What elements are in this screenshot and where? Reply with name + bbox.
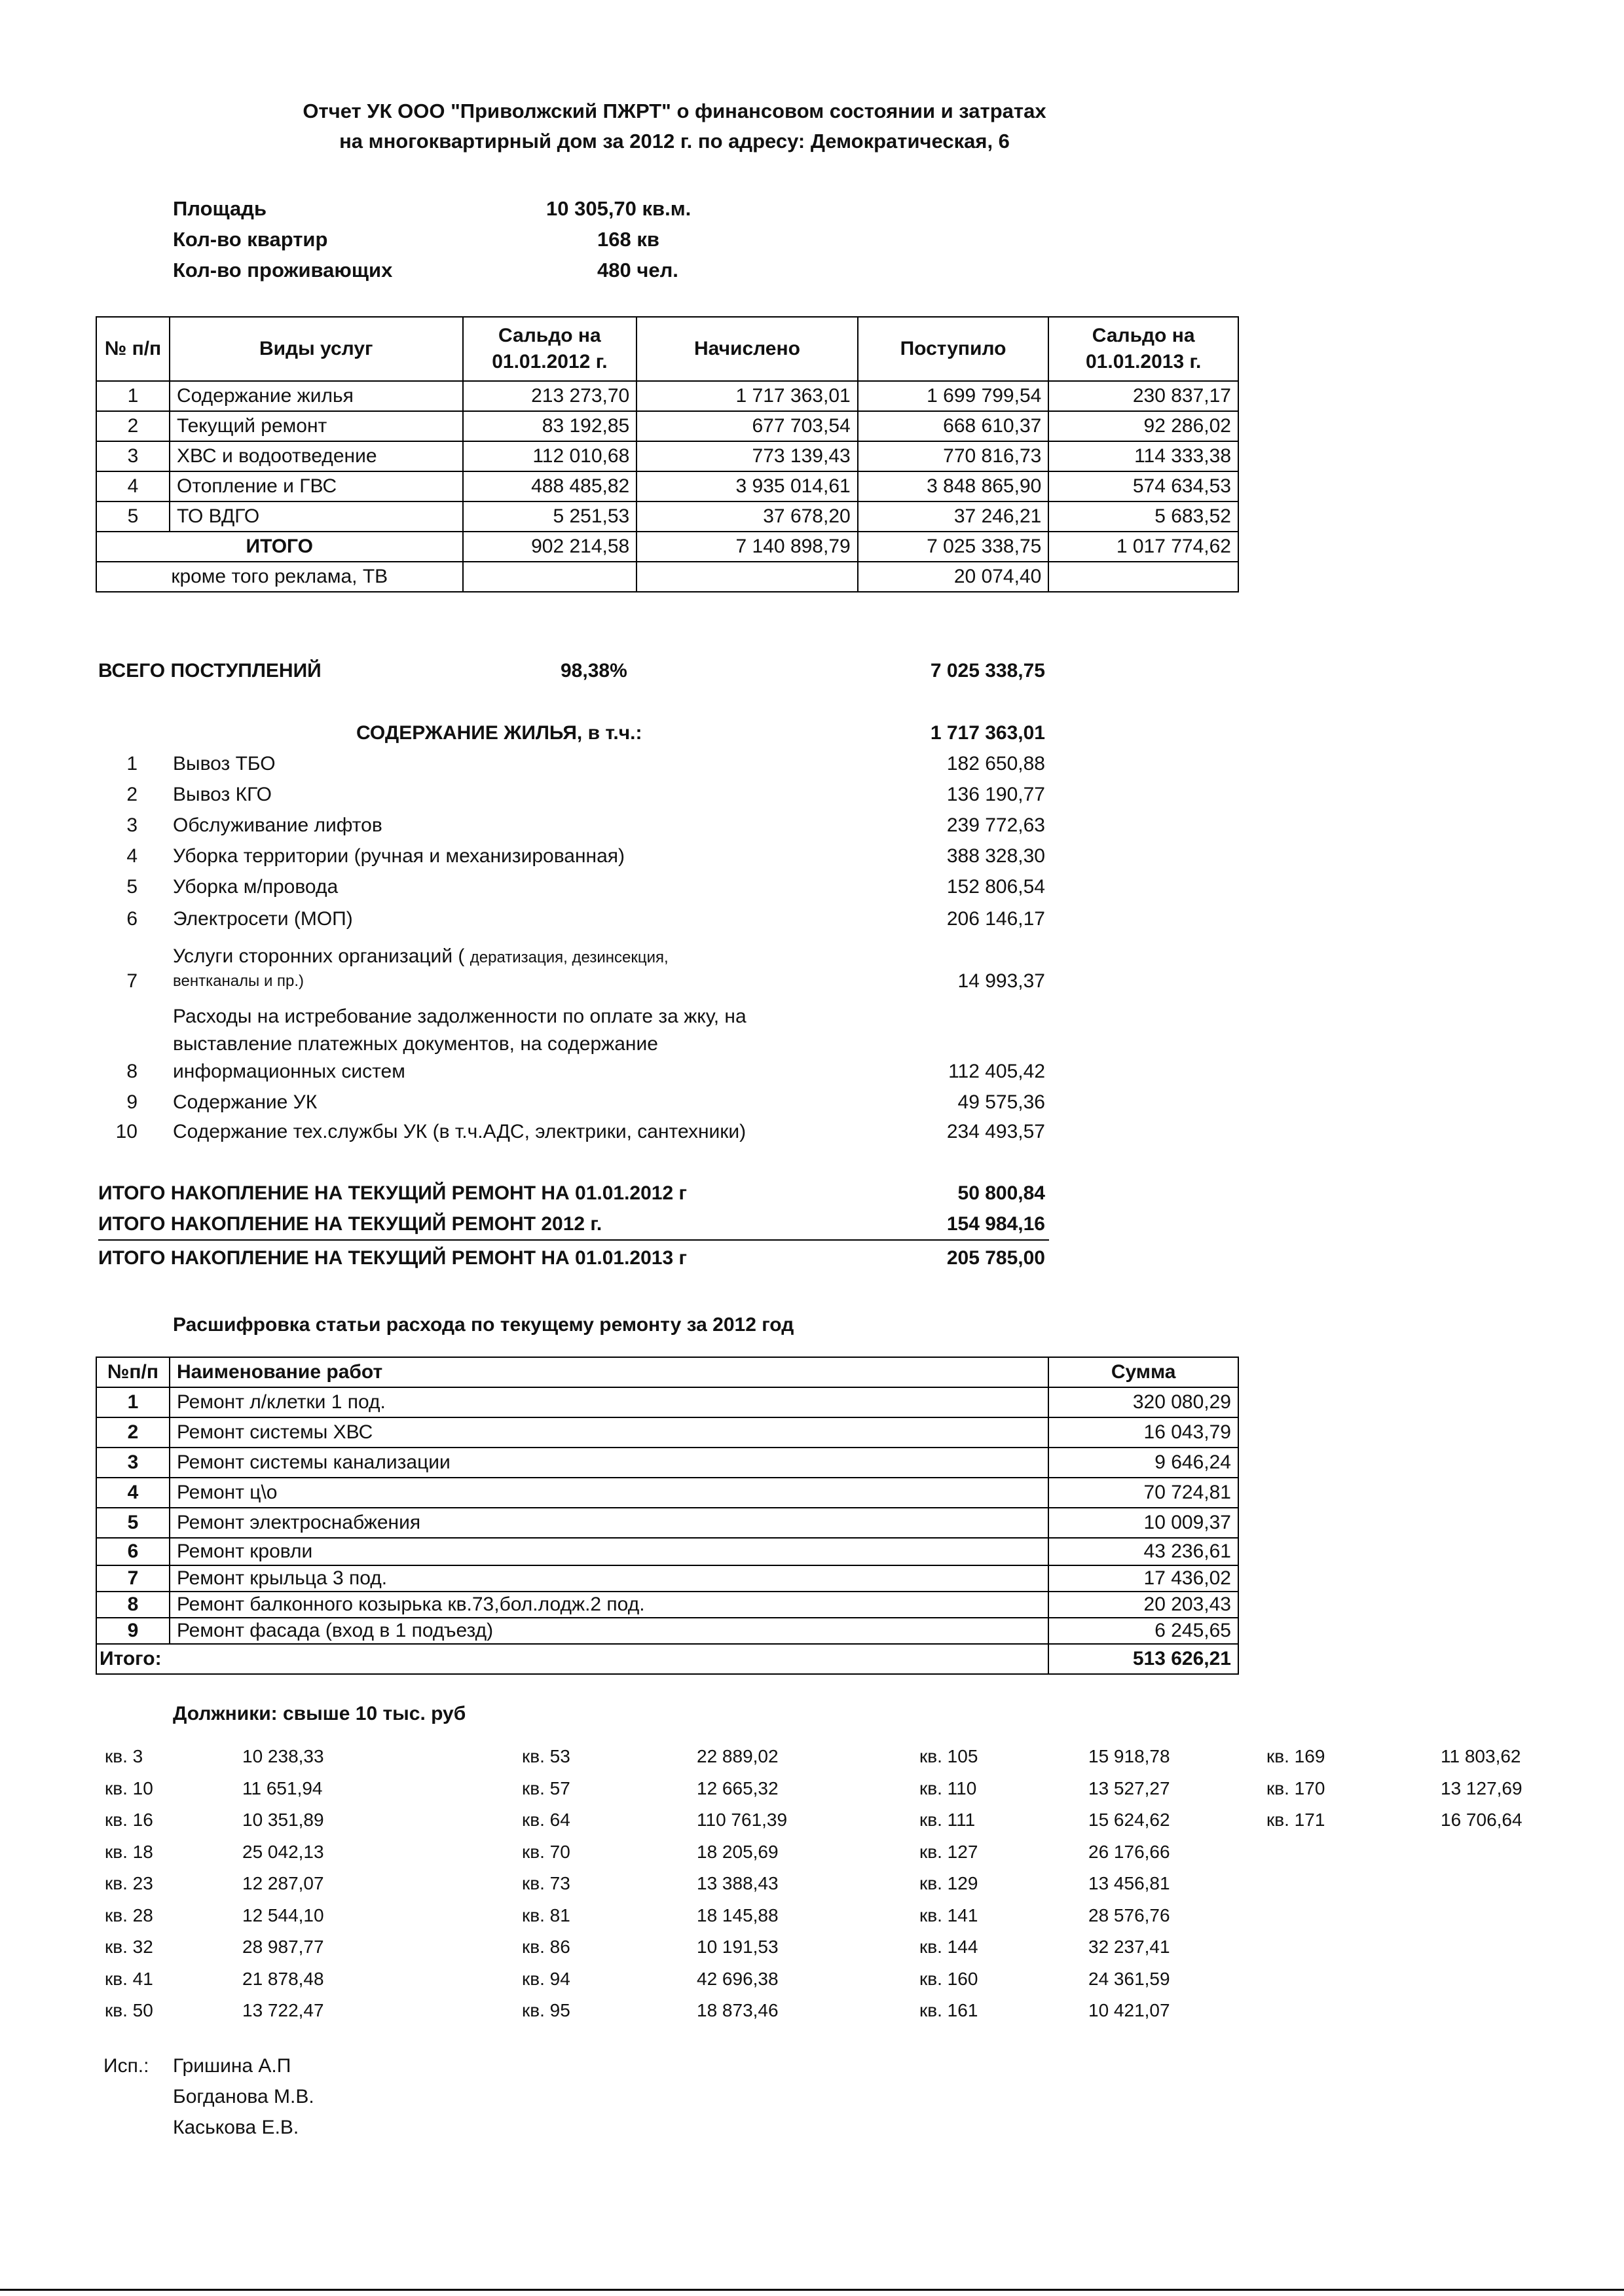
repair-num: 8 bbox=[96, 1592, 170, 1618]
debtor-sum: 28 576,76 bbox=[1088, 1904, 1170, 1925]
total-received: 7 025 338,75 bbox=[858, 532, 1049, 562]
extra-received: 20 074,40 bbox=[858, 562, 1049, 592]
repair-name: Ремонт л/клетки 1 под. bbox=[170, 1387, 1048, 1417]
debtor-apartment: кв. 170 bbox=[1266, 1777, 1325, 1798]
row-charged: 1 717 363,01 bbox=[637, 381, 857, 411]
debtor-sum: 15 918,78 bbox=[1088, 1746, 1170, 1766]
maint-item-value: 112 405,42 bbox=[948, 1061, 1045, 1082]
maint-item-num: 8 bbox=[126, 1061, 138, 1082]
savings-start-label: ИТОГО НАКОПЛЕНИЕ НА ТЕКУЩИЙ РЕМОНТ НА 01.01.2012 г bbox=[98, 1182, 687, 1204]
row-saldo-start: 488 485,82 bbox=[463, 471, 637, 501]
maint-item-text-small-line2: вентканалы и пр.) bbox=[173, 972, 304, 990]
row-received: 770 816,73 bbox=[858, 441, 1049, 471]
debtor-sum: 13 388,43 bbox=[697, 1873, 779, 1893]
row-received: 1 699 799,54 bbox=[858, 381, 1049, 411]
debtor-sum: 18 145,88 bbox=[697, 1904, 779, 1925]
header-saldo-end-line1: Сальдо на bbox=[1092, 325, 1195, 346]
header-service: Виды услуг bbox=[170, 317, 463, 381]
row-service: Отопление и ГВС bbox=[170, 471, 463, 501]
debtor-apartment: кв. 171 bbox=[1266, 1810, 1325, 1830]
debtor-apartment: кв. 86 bbox=[522, 1937, 570, 1957]
repair-name: Ремонт системы канализации bbox=[170, 1448, 1048, 1478]
debtor-apartment: кв. 81 bbox=[522, 1904, 570, 1925]
maint-item-text-main: Услуги сторонних организаций ( bbox=[173, 945, 465, 967]
debtor-sum: 110 761,39 bbox=[697, 1810, 788, 1830]
debtor-apartment: кв. 32 bbox=[105, 1937, 153, 1957]
repair-sum: 16 043,79 bbox=[1048, 1417, 1238, 1448]
row-saldo-end: 114 333,38 bbox=[1048, 441, 1238, 471]
info-residents-value: 480 чел. bbox=[597, 259, 678, 282]
total-received-value: 7 025 338,75 bbox=[930, 660, 1045, 682]
debtor-sum: 11 651,94 bbox=[242, 1777, 323, 1798]
maint-item-text: Содержание УК bbox=[173, 1091, 318, 1113]
row-service: ХВС и водоотведение bbox=[170, 441, 463, 471]
table-row bbox=[96, 1592, 1238, 1618]
debtor-apartment: кв. 23 bbox=[105, 1873, 153, 1893]
debtor-apartment: кв. 127 bbox=[919, 1841, 978, 1862]
debtor-apartment: кв. 95 bbox=[522, 2000, 570, 2020]
debtor-apartment: кв. 50 bbox=[105, 2000, 153, 2020]
debtor-apartment: кв. 64 bbox=[522, 1810, 570, 1830]
repair-num: 2 bbox=[96, 1417, 170, 1448]
services-extra-row bbox=[96, 562, 1238, 592]
info-apartments-label: Кол-во квартир bbox=[173, 228, 328, 251]
debtor-apartment: кв. 111 bbox=[919, 1810, 976, 1830]
maint-item-value: 206 146,17 bbox=[946, 908, 1045, 930]
services-header-row bbox=[96, 317, 1238, 381]
maint-item-text: Уборка территории (ручная и механизированная) bbox=[173, 845, 625, 867]
row-saldo-start: 83 192,85 bbox=[463, 411, 637, 441]
maint-item-num: 5 bbox=[126, 876, 138, 898]
debtor-sum: 13 722,47 bbox=[242, 2000, 324, 2020]
table-row bbox=[96, 1387, 1238, 1417]
row-num: 2 bbox=[96, 411, 170, 441]
repair-name: Ремонт кровли bbox=[170, 1538, 1048, 1565]
row-charged: 3 935 014,61 bbox=[637, 471, 857, 501]
repair-sum: 320 080,29 bbox=[1048, 1387, 1238, 1417]
debtor-apartment: кв. 28 bbox=[105, 1904, 153, 1925]
debtor-apartment: кв. 57 bbox=[522, 1777, 570, 1798]
row-saldo-end: 5 683,52 bbox=[1048, 501, 1238, 532]
repair-sum: 9 646,24 bbox=[1048, 1448, 1238, 1478]
row-saldo-end: 574 634,53 bbox=[1048, 471, 1238, 501]
header-saldo-start-line1: Сальдо на bbox=[498, 325, 601, 346]
row-saldo-end: 92 286,02 bbox=[1048, 411, 1238, 441]
repair-num: 6 bbox=[96, 1538, 170, 1565]
table-row bbox=[96, 1478, 1238, 1508]
header-saldo-end bbox=[1048, 317, 1238, 381]
maint-item-value: 388 328,30 bbox=[946, 845, 1045, 867]
header-saldo-start bbox=[463, 317, 637, 381]
total-charged: 7 140 898,79 bbox=[637, 532, 857, 562]
maint-item-value: 49 575,36 bbox=[957, 1091, 1045, 1113]
debtor-apartment: кв. 161 bbox=[919, 2000, 978, 2020]
debtor-sum: 16 706,64 bbox=[1441, 1810, 1522, 1830]
repair-header-sum: Сумма bbox=[1048, 1357, 1238, 1387]
debtor-sum: 12 287,07 bbox=[242, 1873, 324, 1893]
repair-table bbox=[96, 1357, 1239, 1675]
debtor-sum: 26 176,66 bbox=[1088, 1841, 1170, 1862]
maint-item-text: Обслуживание лифтов bbox=[173, 814, 382, 836]
debtor-apartment: кв. 94 bbox=[522, 1968, 570, 1989]
row-num: 3 bbox=[96, 441, 170, 471]
report-title-line1: Отчет УК ООО "Приволжский ПЖРТ" о финансовом состоянии и затратах bbox=[303, 100, 1046, 122]
maint-item-value: 14 993,37 bbox=[957, 970, 1045, 992]
report-title-line2: на многоквартирный дом за 2012 г. по адресу: Демократическая, 6 bbox=[339, 130, 1010, 153]
maint-item-text-line1: Расходы на истребование задолженности по оплате за жку, на bbox=[173, 1006, 747, 1027]
repair-name: Ремонт фасада (вход в 1 подъезд) bbox=[170, 1618, 1048, 1644]
row-num: 1 bbox=[96, 381, 170, 411]
repair-num: 7 bbox=[96, 1565, 170, 1592]
debtor-sum: 12 665,32 bbox=[697, 1777, 779, 1798]
maint-item-value: 239 772,63 bbox=[946, 814, 1045, 836]
repair-num: 5 bbox=[96, 1508, 170, 1538]
debtor-apartment: кв. 105 bbox=[919, 1746, 978, 1766]
row-received: 37 246,21 bbox=[858, 501, 1049, 532]
header-saldo-end-line2: 01.01.2013 г. bbox=[1086, 351, 1202, 373]
debtor-sum: 18 205,69 bbox=[697, 1841, 779, 1862]
header-charged: Начислено bbox=[637, 317, 857, 381]
table-row bbox=[96, 1565, 1238, 1592]
repair-num: 9 bbox=[96, 1618, 170, 1644]
info-area-value: 10 305,70 кв.м. bbox=[546, 197, 692, 220]
total-saldo-start: 902 214,58 bbox=[463, 532, 637, 562]
repair-sum: 70 724,81 bbox=[1048, 1478, 1238, 1508]
debtor-sum: 12 544,10 bbox=[242, 1904, 324, 1925]
debtor-sum: 11 803,62 bbox=[1441, 1746, 1521, 1766]
savings-divider bbox=[98, 1239, 1049, 1241]
table-row bbox=[96, 1508, 1238, 1538]
debtor-apartment: кв. 144 bbox=[919, 1937, 978, 1957]
repair-name: Ремонт крыльца 3 под. bbox=[170, 1565, 1048, 1592]
executors-label: Исп.: bbox=[103, 2055, 149, 2077]
table-row bbox=[96, 501, 1238, 532]
row-received: 3 848 865,90 bbox=[858, 471, 1049, 501]
header-saldo-start-line2: 01.01.2012 г. bbox=[492, 351, 608, 373]
maint-item-num: 1 bbox=[126, 753, 138, 774]
maintenance-total: 1 717 363,01 bbox=[930, 722, 1045, 744]
debtor-sum: 21 878,48 bbox=[242, 1968, 324, 1989]
services-total-row bbox=[96, 532, 1238, 562]
maint-item-text: Вывоз КГО bbox=[173, 784, 272, 805]
total-received-label: ВСЕГО ПОСТУПЛЕНИЙ bbox=[98, 660, 322, 682]
debtor-sum: 28 987,77 bbox=[242, 1937, 324, 1957]
maint-item-num: 3 bbox=[126, 814, 138, 836]
table-row bbox=[96, 1538, 1238, 1565]
savings-end-label: ИТОГО НАКОПЛЕНИЕ НА ТЕКУЩИЙ РЕМОНТ НА 01.01.2013 г bbox=[98, 1247, 687, 1269]
repair-header-row bbox=[96, 1357, 1238, 1387]
table-row bbox=[96, 381, 1238, 411]
debtor-sum: 10 191,53 bbox=[697, 1937, 779, 1957]
repair-sum: 6 245,65 bbox=[1048, 1618, 1238, 1644]
repair-name: Ремонт балконного козырька кв.73,бол.лодж.2 под. bbox=[170, 1592, 1048, 1618]
savings-end-value: 205 785,00 bbox=[946, 1247, 1045, 1269]
row-saldo-start: 213 273,70 bbox=[463, 381, 637, 411]
repair-header-num: №п/п bbox=[96, 1357, 170, 1387]
maint-item-value: 234 493,57 bbox=[946, 1121, 1045, 1142]
repair-name: Ремонт электроснабжения bbox=[170, 1508, 1048, 1538]
repair-sum: 20 203,43 bbox=[1048, 1592, 1238, 1618]
debtor-sum: 13 527,27 bbox=[1088, 1777, 1170, 1798]
maint-item-num: 4 bbox=[126, 845, 138, 867]
table-row bbox=[96, 1618, 1238, 1644]
maint-item-num: 10 bbox=[115, 1121, 138, 1142]
debtor-apartment: кв. 169 bbox=[1266, 1746, 1325, 1766]
maint-item-text: Содержание тех.службы УК (в т.ч.АДС, электрики, сантехники) bbox=[173, 1121, 747, 1142]
header-num: № п/п bbox=[96, 317, 170, 381]
maint-item-value: 182 650,88 bbox=[946, 753, 1045, 774]
debtor-apartment: кв. 129 bbox=[919, 1873, 978, 1893]
debtor-sum: 15 624,62 bbox=[1088, 1810, 1170, 1830]
debtor-sum: 10 351,89 bbox=[242, 1810, 324, 1830]
savings-year-label: ИТОГО НАКОПЛЕНИЕ НА ТЕКУЩИЙ РЕМОНТ 2012 г. bbox=[98, 1213, 602, 1235]
info-residents-label: Кол-во проживающих bbox=[173, 259, 393, 282]
row-saldo-start: 5 251,53 bbox=[463, 501, 637, 532]
maint-item-num: 6 bbox=[126, 908, 138, 930]
debtor-apartment: кв. 53 bbox=[522, 1746, 570, 1766]
debtor-apartment: кв. 41 bbox=[105, 1968, 153, 1989]
savings-year-value: 154 984,16 bbox=[946, 1213, 1045, 1235]
maint-item-value: 136 190,77 bbox=[946, 784, 1045, 805]
maint-item-text: Вывоз ТБО bbox=[173, 753, 276, 774]
total-label: ИТОГО bbox=[96, 532, 463, 562]
repair-sum: 17 436,02 bbox=[1048, 1565, 1238, 1592]
maint-item-text-small: дератизация, дезинсекция, bbox=[470, 949, 669, 966]
table-row bbox=[96, 1448, 1238, 1478]
maint-item-num: 2 bbox=[126, 784, 138, 805]
repair-total-sum: 513 626,21 bbox=[1048, 1644, 1238, 1674]
debtor-apartment: кв. 70 bbox=[522, 1841, 570, 1862]
row-saldo-start: 112 010,68 bbox=[463, 441, 637, 471]
repair-num: 3 bbox=[96, 1448, 170, 1478]
table-row bbox=[96, 1417, 1238, 1448]
repair-sum: 10 009,37 bbox=[1048, 1508, 1238, 1538]
repair-sum: 43 236,61 bbox=[1048, 1538, 1238, 1565]
debtor-sum: 25 042,13 bbox=[242, 1841, 324, 1862]
repair-total-label: Итого: bbox=[96, 1644, 1048, 1674]
table-row bbox=[96, 441, 1238, 471]
extra-label: кроме того реклама, ТВ bbox=[96, 562, 463, 592]
debtor-apartment: кв. 18 bbox=[105, 1841, 153, 1862]
repair-num: 1 bbox=[96, 1387, 170, 1417]
repair-heading: Расшифровка статьи расхода по текущему ремонту за 2012 год bbox=[173, 1314, 794, 1336]
row-received: 668 610,37 bbox=[858, 411, 1049, 441]
total-received-percent: 98,38% bbox=[561, 660, 627, 682]
maint-item-text-line3: информационных систем bbox=[173, 1061, 405, 1082]
info-apartments-value: 168 кв bbox=[597, 228, 659, 251]
maintenance-heading: СОДЕРЖАНИЕ ЖИЛЬЯ, в т.ч.: bbox=[356, 722, 642, 744]
debtor-sum: 42 696,38 bbox=[697, 1968, 779, 1989]
table-row bbox=[96, 471, 1238, 501]
repair-name: Ремонт ц\о bbox=[170, 1478, 1048, 1508]
header-received: Поступило bbox=[858, 317, 1049, 381]
debtor-apartment: кв. 73 bbox=[522, 1873, 570, 1893]
executor-name: Каськова Е.В. bbox=[173, 2117, 299, 2138]
repair-num: 4 bbox=[96, 1478, 170, 1508]
page-bottom-rule bbox=[0, 2289, 1624, 2291]
debtor-apartment: кв. 110 bbox=[919, 1777, 977, 1798]
debtor-sum: 18 873,46 bbox=[697, 2000, 779, 2020]
executor-name: Богданова М.В. bbox=[173, 2086, 314, 2107]
debtor-sum: 10 421,07 bbox=[1088, 2000, 1170, 2020]
debtor-sum: 10 238,33 bbox=[242, 1746, 324, 1766]
debtor-sum: 22 889,02 bbox=[697, 1746, 779, 1766]
row-num: 4 bbox=[96, 471, 170, 501]
services-table bbox=[96, 316, 1239, 592]
debtor-sum: 13 127,69 bbox=[1441, 1777, 1522, 1798]
debtor-apartment: кв. 141 bbox=[919, 1904, 978, 1925]
repair-header-name: Наименование работ bbox=[170, 1357, 1048, 1387]
maint-item-value: 152 806,54 bbox=[946, 876, 1045, 898]
debtors-heading: Должники: свыше 10 тыс. руб bbox=[173, 1703, 466, 1724]
maint-item-text: Уборка м/провода bbox=[173, 876, 339, 898]
table-row bbox=[96, 411, 1238, 441]
total-saldo-end: 1 017 774,62 bbox=[1048, 532, 1238, 562]
maint-item-text-line2: выставление платежных документов, на содержание bbox=[173, 1033, 658, 1055]
debtor-apartment: кв. 3 bbox=[105, 1746, 143, 1766]
debtor-apartment: кв. 16 bbox=[105, 1810, 153, 1830]
savings-start-value: 50 800,84 bbox=[957, 1182, 1045, 1204]
maint-item-num: 9 bbox=[126, 1091, 138, 1113]
row-saldo-end: 230 837,17 bbox=[1048, 381, 1238, 411]
maint-item-num: 7 bbox=[126, 970, 138, 992]
row-service: Текущий ремонт bbox=[170, 411, 463, 441]
maint-item-text: Электросети (МОП) bbox=[173, 908, 353, 930]
debtor-sum: 24 361,59 bbox=[1088, 1968, 1170, 1989]
repair-total-row bbox=[96, 1644, 1238, 1674]
row-service: Содержание жилья bbox=[170, 381, 463, 411]
debtor-sum: 13 456,81 bbox=[1088, 1873, 1170, 1893]
debtor-apartment: кв. 160 bbox=[919, 1968, 978, 1989]
row-charged: 677 703,54 bbox=[637, 411, 857, 441]
executor-name: Гришина А.П bbox=[173, 2055, 291, 2077]
row-charged: 37 678,20 bbox=[637, 501, 857, 532]
repair-name: Ремонт системы ХВС bbox=[170, 1417, 1048, 1448]
debtor-apartment: кв. 10 bbox=[105, 1777, 153, 1798]
row-charged: 773 139,43 bbox=[637, 441, 857, 471]
info-area-label: Площадь bbox=[173, 197, 267, 220]
row-num: 5 bbox=[96, 501, 170, 532]
row-service: ТО ВДГО bbox=[170, 501, 463, 532]
debtor-sum: 32 237,41 bbox=[1088, 1937, 1170, 1957]
